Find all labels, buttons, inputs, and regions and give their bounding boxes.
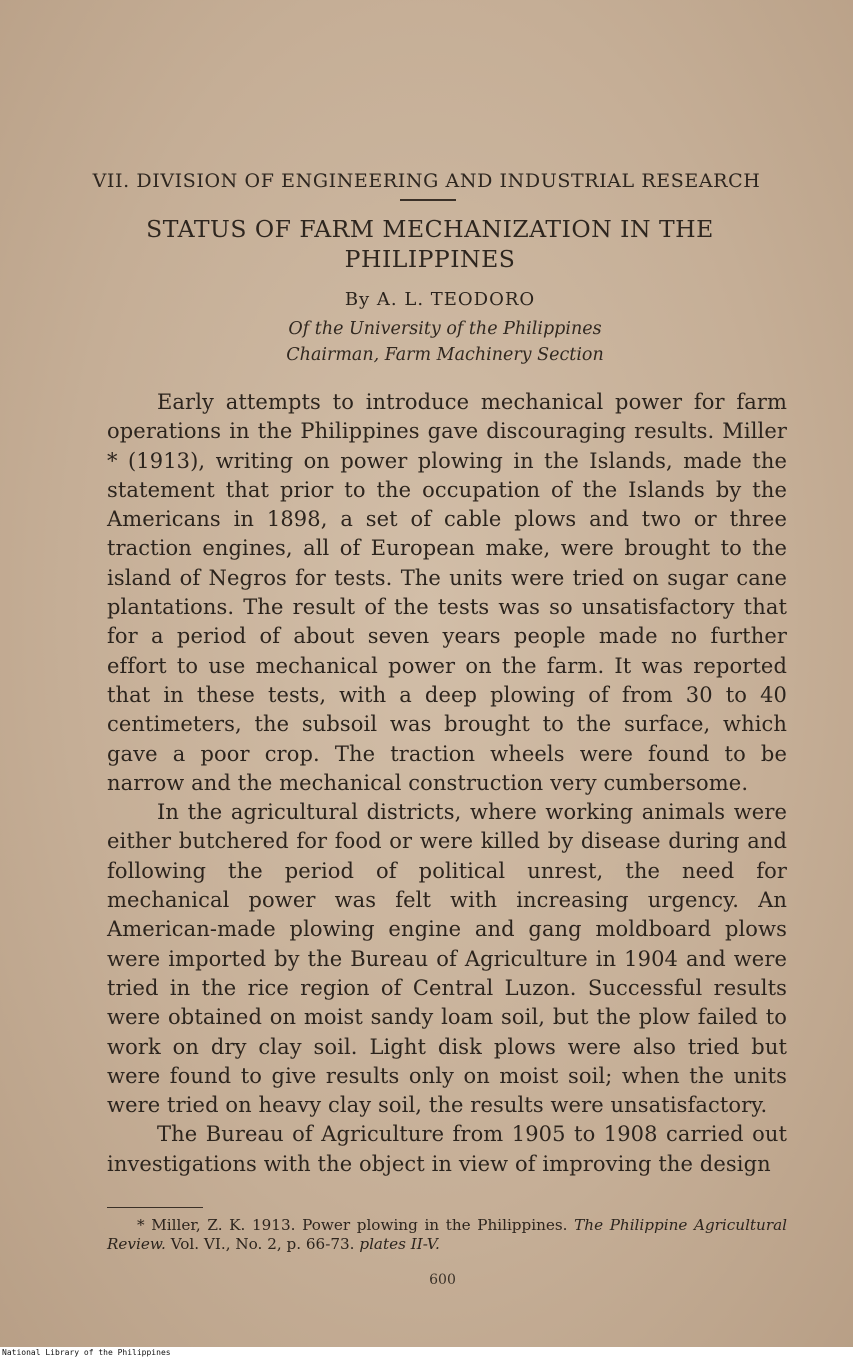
footnote-rule <box>107 1207 203 1208</box>
footnote-details: Vol. VI., No. 2, p. 66-73. <box>170 1235 355 1253</box>
footnote <box>107 1216 787 1254</box>
paragraph-1: Early attempts to introduce mechanical power for farm operations in the Philippines gave discouraging results. Miller * (1913), writing on power plowing in the Islands, made the statement that prior to the occupation of the Islands by the Americans in 1898, a set of cable plows and two or three traction engines, all of European make, were brought to the island of Negros for tests. The units were tried on sugar cane plantations. The result of the tests was so unsatisfactory that for a period of about seven years people made no further effort to use mechanical power on the farm. It was reported that in these tests, with a deep plowing of from 30 to 40 centimeters, the subsoil was brought to the surface, which gave a poor crop. The traction wheels were found to be narrow and the mechanical construction very cumbersome. <box>107 390 787 795</box>
footnote-citation: * Miller, Z. K. 1913. Power plowing in the Philippines. <box>137 1216 568 1234</box>
library-credit: National Library of the Philippines <box>2 1348 171 1357</box>
paragraph-3: The Bureau of Agriculture from 1905 to 1908 carried out investigations with the object in view of improving the design <box>107 1122 787 1176</box>
paragraph-2: In the agricultural districts, where working animals were either butchered for food or were killed by disease during and following the period of political unrest, the need for mechanical power was felt with increasing urgency. An American-made plowing engine and gang moldboard plows were imported by the Bureau of Agriculture in 1904 and were tried in the rice region of Central Luzon. Successful results were obtained on moist sandy loam soil, but the plow failed to work on dry clay soil. Light disk plows were also tried but were found to give results only on moist soil; when the units were tried on heavy clay soil, the results were unsatisfactory. <box>107 800 787 1118</box>
article-title <box>80 214 780 274</box>
article-body <box>107 388 787 1179</box>
title-divider <box>400 199 456 201</box>
division-heading: VII. DIVISION OF ENGINEERING AND INDUSTRIAL RESEARCH <box>92 170 761 192</box>
author-role: Chairman, Farm Machinery Section <box>286 345 604 365</box>
author-byline: By A. L. TEODORO <box>344 289 536 310</box>
footnote-plates: plates II-V. <box>359 1235 440 1253</box>
title-line-2: PHILIPPINES <box>344 245 516 273</box>
title-line-1: STATUS OF FARM MECHANIZATION IN THE <box>146 215 714 243</box>
page-number: 600 <box>429 1272 456 1288</box>
author-affiliation: Of the University of the Philippines <box>288 319 602 339</box>
footnote-journal: The Philippine Agricultural Review. <box>107 1216 787 1253</box>
